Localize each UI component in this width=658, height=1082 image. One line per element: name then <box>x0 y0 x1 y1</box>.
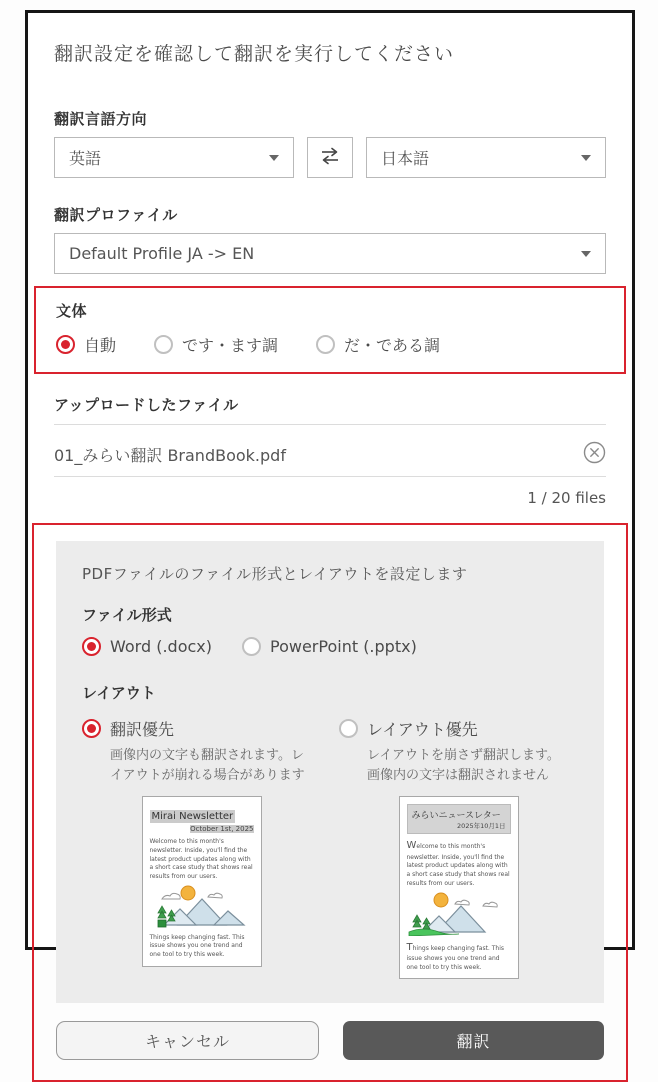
preview-body-text: Welcome to this month's newsletter. Inside, you'll find the latest product updates along with a short case study that shows real results from our users. <box>149 838 253 881</box>
style-option-auto[interactable] <box>56 333 116 356</box>
layout-option-description <box>367 746 578 786</box>
uploaded-files-label: アップロードしたファイル <box>54 394 606 425</box>
description-line: 画像内の文字も翻訳されます。レ <box>110 748 304 763</box>
radio-checked-icon <box>56 335 75 354</box>
chevron-down-icon <box>269 155 279 161</box>
pdf-settings-intro: PDFファイルのファイル形式とレイアウトを設定します <box>82 565 468 583</box>
file-format-label: ファイル形式 <box>82 606 172 624</box>
style-option-label: です・ます調 <box>182 336 279 355</box>
radio-unchecked-icon <box>316 335 335 354</box>
swap-horizontal-icon <box>319 146 341 170</box>
radio-checked-icon <box>82 719 101 738</box>
style-option-label: だ・である調 <box>344 336 441 355</box>
target-language-value: 日本語 <box>381 149 430 168</box>
radio-unchecked-icon <box>339 719 358 738</box>
layout-option-translate-priority[interactable] <box>82 717 321 740</box>
cancel-button[interactable]: キャンセル <box>56 1021 319 1060</box>
translate-button[interactable]: 翻訳 <box>343 1021 604 1060</box>
chevron-down-icon <box>581 251 591 257</box>
preview-date-text: October 1st, 2025 <box>190 825 254 834</box>
source-language-select[interactable] <box>54 137 294 178</box>
style-label: 文体 <box>56 302 88 320</box>
description-line: レイアウトを崩さず翻訳します。 <box>367 748 560 763</box>
swap-languages-button[interactable] <box>307 137 353 178</box>
file-count-text: 1 / 20 files <box>527 489 606 507</box>
layout-label: レイアウト <box>82 684 156 702</box>
file-format-radio-group <box>82 637 578 656</box>
remove-file-button[interactable] <box>583 441 606 468</box>
style-radio-group <box>56 333 604 356</box>
radio-checked-icon <box>82 637 101 656</box>
style-option-desu-masu[interactable] <box>154 333 278 356</box>
layout-option-layout-priority[interactable] <box>339 717 578 740</box>
language-direction-row <box>54 137 606 178</box>
chevron-down-icon <box>581 155 591 161</box>
source-language-value: 英語 <box>69 149 102 168</box>
preview-header-block <box>407 804 511 834</box>
newsletter-illustration <box>150 885 254 929</box>
layout-option-label: 翻訳優先 <box>110 720 175 739</box>
translation-profile-select[interactable] <box>54 233 606 274</box>
preview-date: 2025年10月1日 <box>457 822 506 831</box>
preview-title: みらいニュースレター <box>411 811 501 822</box>
radio-unchecked-icon <box>154 335 173 354</box>
description-line: イアウトが崩れる場合があります <box>110 768 305 784</box>
file-format-option-powerpoint[interactable] <box>242 637 417 656</box>
file-format-option-label: PowerPoint (.pptx) <box>270 637 417 656</box>
target-language-select[interactable] <box>366 137 606 178</box>
file-format-option-label: Word (.docx) <box>110 637 212 656</box>
uploaded-file-name: 01_みらい翻訳 BrandBook.pdf <box>54 446 286 465</box>
style-option-da-dearu[interactable] <box>316 333 440 356</box>
translation-settings-dialog <box>25 10 635 1052</box>
preview-title: Mirai Newsletter <box>151 811 234 823</box>
layout-option-layout-priority-column <box>339 717 578 979</box>
pdf-settings-highlight <box>32 523 628 1082</box>
layout-option-translate-priority-column <box>82 717 321 979</box>
layout-option-description <box>110 746 321 786</box>
translation-profile-value: Default Profile JA -> EN <box>69 244 255 263</box>
pdf-settings-panel <box>56 541 604 1003</box>
radio-unchecked-icon <box>242 637 261 656</box>
file-format-option-word[interactable] <box>82 637 212 656</box>
preview-date <box>150 825 254 833</box>
description-line: 画像内の文字は翻訳されません <box>367 768 550 784</box>
translation-profile-label: 翻訳プロファイル <box>54 206 178 224</box>
page-title: 翻訳設定を確認して翻訳を実行してください <box>54 43 455 65</box>
layout-priority-preview <box>399 796 519 979</box>
uploaded-file-row <box>54 433 606 477</box>
translate-priority-preview <box>142 796 262 967</box>
dialog-actions <box>56 1021 604 1060</box>
layout-option-label: レイアウト優先 <box>367 720 478 739</box>
style-section-highlight <box>34 286 626 374</box>
preview-footer-text: Things keep changing fast. This issue shows you one trend and one tool to try this week. <box>406 941 505 971</box>
preview-body-text: Welcome to this month's newsletter. Inside, you'll find the latest product updates along with a short case study that shows real results from our users. <box>406 840 510 887</box>
style-option-label: 自動 <box>84 336 117 355</box>
preview-footer-text: Things keep changing fast. This issue shows you one trend and one tool to try this week. <box>149 933 245 959</box>
language-direction-label: 翻訳言語方向 <box>54 110 148 128</box>
layout-radio-group <box>82 717 578 979</box>
newsletter-illustration <box>407 892 511 936</box>
